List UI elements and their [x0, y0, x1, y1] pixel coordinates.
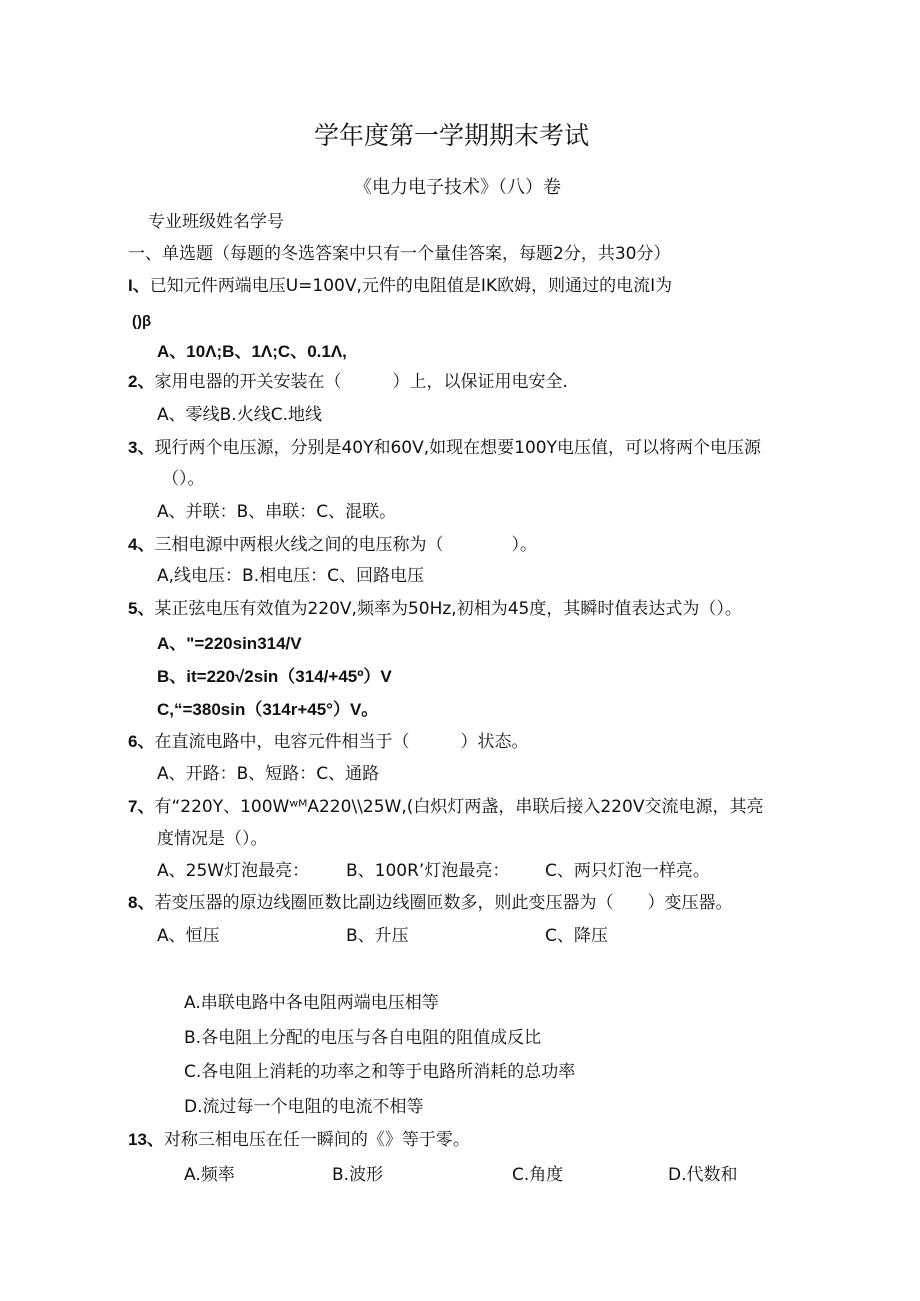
question-number: 6、 [128, 732, 155, 751]
question-continuation: 度情况是（）。 [157, 829, 268, 849]
question-number: 2、 [128, 372, 155, 391]
question-13 [128, 1129, 470, 1151]
question-continuation: （）。 [162, 469, 205, 489]
question-3 [128, 437, 761, 459]
question-2 [128, 371, 568, 393]
question-text: 三相电源中两根火线之间的电压称为（ ）。 [154, 535, 537, 555]
question-text: 在直流电路中，电容元件相当于（ ）状态。 [154, 732, 529, 752]
question-continuation: ()β [132, 313, 152, 330]
question-text: 已知元件两端电压U=100V,元件的电阻值是IK欧姆，则通过的电流I为 [149, 276, 673, 296]
question-5 [128, 598, 742, 620]
question-options: A、零线B.火线C.地线 [157, 405, 322, 425]
question-option-a: A、25W灯泡最亮： [157, 861, 310, 881]
question-6 [128, 731, 528, 753]
question-option-c: C,“=380sin（314r+45°）V。 [157, 700, 379, 719]
question-option-b: B.波形 [332, 1165, 384, 1185]
question-option-d: D.代数和 [668, 1165, 738, 1185]
question-8 [128, 892, 732, 914]
question-number: 8、 [128, 893, 155, 912]
question-number: 7、 [128, 797, 155, 816]
question-option-c: C.角度 [512, 1165, 564, 1185]
question-option-c: C、两只灯泡一样亮。 [545, 861, 710, 881]
question-options: A,线电压：B.相电压：C、回路电压 [157, 566, 424, 586]
question-text: 某正弦电压有效值为220V,频率为50Hz,初相为45度，其瞬时值表达式为（）。 [154, 599, 742, 619]
question-7 [128, 796, 763, 818]
exam-title: 学年度第一学期期末考试 [314, 121, 590, 150]
question-option-b: B、100R’灯泡最亮： [346, 861, 510, 881]
question-option-a: A、"=220sin314/V [157, 634, 302, 653]
question-number: I、 [128, 276, 150, 295]
question-option-b: B、it=220√2sin（314/+45º）V [157, 667, 392, 686]
question-options: A、开路：B、短路：C、通路 [157, 764, 380, 784]
exam-subtitle: 《电力电子技术》（八）卷 [354, 177, 561, 198]
question-options: A、10Λ;B、1Λ;C、0.1Λ, [157, 342, 347, 361]
question-option-a: A、恒压 [157, 926, 220, 946]
question-option-c: C、降压 [545, 926, 608, 946]
question-option-b: B、升压 [346, 926, 409, 946]
question-text: 现行两个电压源，分别是40Y和60V,如现在想要100Y电压值，可以将两个电压源 [154, 438, 761, 458]
question-number: 13、 [128, 1130, 164, 1149]
option-line-d: D.流过每一个电阻的电流不相等 [184, 1097, 424, 1117]
question-option-a: A.频率 [184, 1165, 235, 1185]
question-text: 家用电器的开关安装在（ ）上，以保证用电安全. [154, 372, 568, 392]
question-4 [128, 534, 537, 556]
question-number: 4、 [128, 535, 155, 554]
question-1 [128, 275, 672, 297]
question-number: 5、 [128, 599, 155, 618]
question-text: 对称三相电压在任一瞬间的《》等于零。 [163, 1130, 470, 1150]
option-line-a: A.串联电路中各电阻两端电压相等 [184, 993, 439, 1013]
question-text: 有“220Y、100WʷᴹA220\\25W,(白炽灯两盏，串联后接入220V交流电源，其亮 [154, 797, 764, 817]
question-text: 若变压器的原边线圈匝数比副边线圈匝数多，则此变压器为（ ）变压器。 [154, 893, 733, 913]
option-line-b: B.各电阻上分配的电压与各自电阻的阻值成反比 [184, 1028, 542, 1048]
section-heading: 一、单选题（每题的冬选答案中只有一个量佳答案，每题2分，共30分） [128, 244, 671, 264]
option-line-c: C.各电阻上消耗的功率之和等于电路所消耗的总功率 [184, 1062, 576, 1082]
student-info-line: 专业班级姓名学号 [148, 212, 284, 232]
question-options: A、并联：B、串联：C、混联。 [157, 502, 397, 522]
question-number: 3、 [128, 438, 155, 457]
